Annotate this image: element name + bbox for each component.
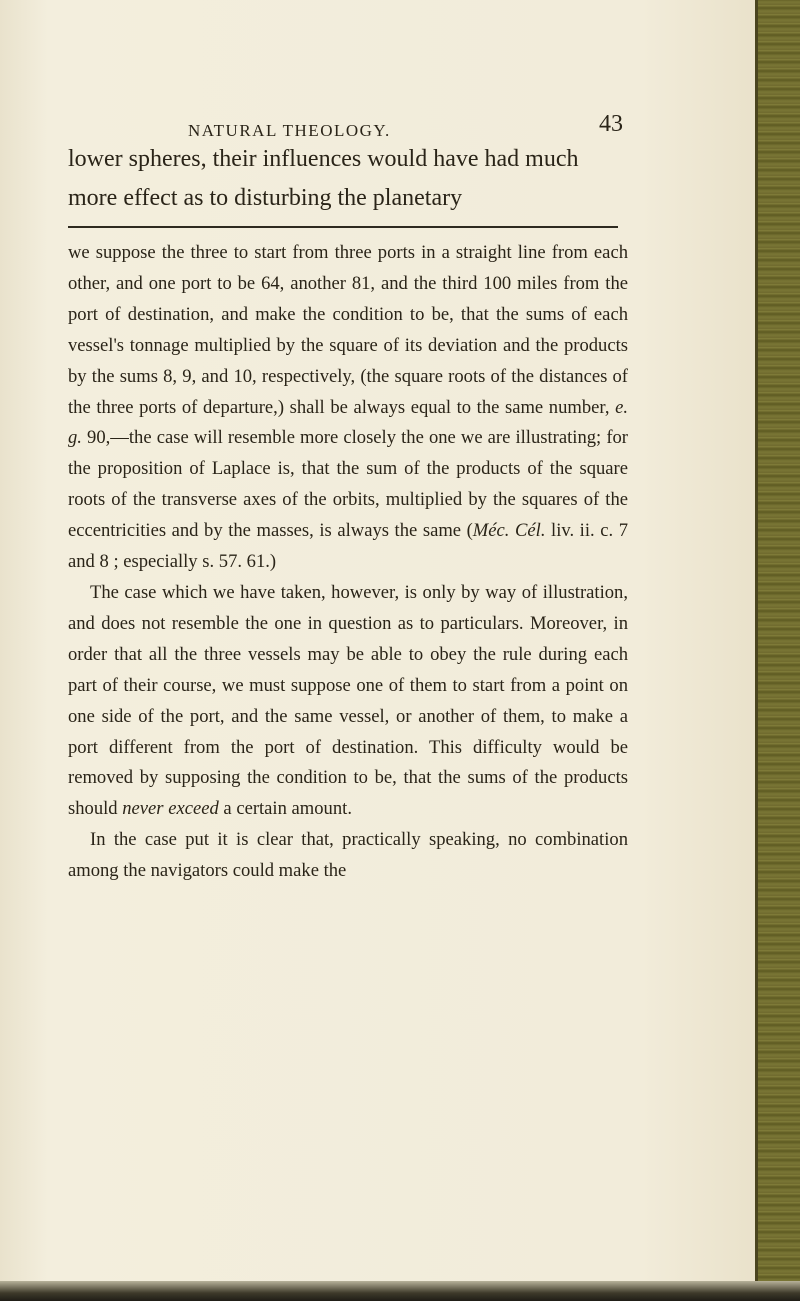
citation: Méc. Cél.: [472, 520, 546, 542]
page-number: 43: [599, 111, 623, 137]
paragraph-2-text: The case which we have taken, however, is only by way of illustration, and does not resemble the one in question as to particulars. Moreover, in order that all the three vessels may be able to obey the rule during each part of their course, we must suppose one of them to start from a point on one side of the port, and the same vessel, or another of them, to make a port different from the port of destination. This difficulty would be removed by supposing the condition to be, that the sums of the products should: [68, 581, 628, 820]
paragraph-2: [68, 578, 628, 825]
page-header: [68, 111, 623, 141]
paragraph-1-text-2: 90,—the case will resemble more closely the one we are illustrating; for the proposition of Laplace is, that the sum of the products of the square roots of the transverse axes of the orbits, multiplied by the squares of the eccentricities and by the masses, is always the same (: [68, 427, 628, 542]
paragraph-2-text-2: a certain amount.: [218, 798, 352, 820]
overlaid-excerpt: lower spheres, their influences would have had much more effect as to disturbing the planetary: [68, 146, 579, 211]
running-head: NATURAL THEOLOGY.: [188, 121, 391, 140]
paragraph-1-text: we suppose the three to start from three ports in a straight line from each other, and one port to be 64, another 81, and the third 100 miles from the port of destination, and make the condition to be, that the sums of each vessel's tonnage multiplied by the square of its deviation and the products by the sums 8, 9, and 10, respectively, (the square roots of the distances of the three ports of departure,) shall be always equal to the same number,: [68, 242, 628, 418]
divider-rule: [68, 226, 618, 228]
emphasis-text: never exceed: [122, 798, 219, 820]
body-text: [68, 238, 628, 887]
paragraph-3: In the case put it is clear that, practically speaking, no combination among the navigators could make the: [68, 829, 628, 882]
book-spine: [758, 0, 800, 1301]
paragraph-1-text-3: liv. ii. c. 7 and 8 ; especially s. 57. 61.): [68, 520, 628, 573]
page-bottom-edge: [0, 1281, 800, 1301]
paragraph-1-eg: e. g.: [68, 396, 628, 449]
paragraph-1: [68, 238, 628, 578]
